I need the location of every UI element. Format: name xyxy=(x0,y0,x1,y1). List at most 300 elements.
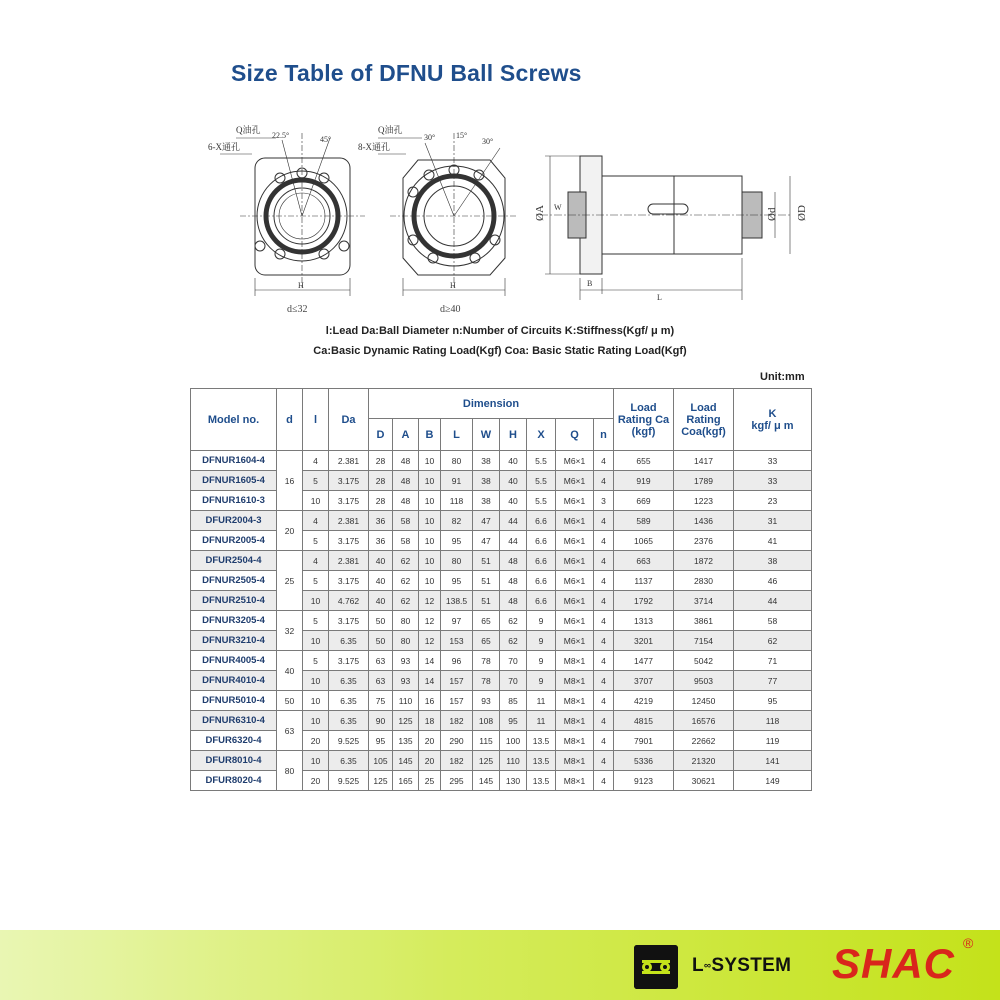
table-cell: 1417 xyxy=(674,451,734,471)
table-row xyxy=(191,451,812,471)
table-cell: 65 xyxy=(473,611,500,631)
model-cell: DFNUR1610-3 xyxy=(191,491,277,511)
table-cell: 10 xyxy=(303,491,329,511)
table-cell: 33 xyxy=(734,471,812,491)
table-cell: 5336 xyxy=(614,751,674,771)
table-cell: 3.175 xyxy=(329,611,369,631)
lsystem-rest: SYSTEM xyxy=(711,955,792,976)
table-cell: 4 xyxy=(303,551,329,571)
table-cell: 10 xyxy=(303,711,329,731)
page-title: Size Table of DFNU Ball Screws xyxy=(231,60,582,86)
table-cell: 18 xyxy=(419,711,441,731)
mid-oil-label: Q油孔 xyxy=(378,125,403,135)
table-cell: 10 xyxy=(303,591,329,611)
table-cell: 110 xyxy=(500,751,527,771)
table-cell: 50 xyxy=(369,611,393,631)
d-group-cell: 40 xyxy=(277,651,303,691)
model-cell: DFNUR2005-4 xyxy=(191,531,277,551)
table-cell: 77 xyxy=(734,671,812,691)
table-cell: 145 xyxy=(473,771,500,791)
left-holes-label: 6-X通孔 xyxy=(208,142,240,152)
table-cell: 108 xyxy=(473,711,500,731)
header-da: Da xyxy=(329,389,369,451)
table-cell: 80 xyxy=(441,551,473,571)
legend-line-2: Ca:Basic Dynamic Rating Load(Kgf) Coa: Basic Static Rating Load(Kgf) xyxy=(313,345,687,357)
table-cell: 115 xyxy=(473,731,500,751)
d-group-cell: 20 xyxy=(277,511,303,551)
table-cell: 40 xyxy=(369,571,393,591)
left-oil-label: Q油孔 xyxy=(236,125,261,135)
model-cell: DFUR2504-4 xyxy=(191,551,277,571)
table-cell: 130 xyxy=(500,771,527,791)
table-cell: M8×1 xyxy=(556,711,594,731)
table-cell: M8×1 xyxy=(556,651,594,671)
header-dim-col: n xyxy=(594,419,614,451)
header-dim-col: D xyxy=(369,419,393,451)
table-cell: 10 xyxy=(419,531,441,551)
table-cell: 6.35 xyxy=(329,751,369,771)
header-model: Model no. xyxy=(191,389,277,451)
table-cell: 6.35 xyxy=(329,671,369,691)
table-cell: 165 xyxy=(393,771,419,791)
table-cell: 3707 xyxy=(614,671,674,691)
table-cell: 3.175 xyxy=(329,471,369,491)
table-cell: 38 xyxy=(473,471,500,491)
table-cell: 5 xyxy=(303,571,329,591)
table-cell: 63 xyxy=(369,651,393,671)
table-cell: 95 xyxy=(441,531,473,551)
table-cell: M6×1 xyxy=(556,531,594,551)
table-cell: 182 xyxy=(441,711,473,731)
table-cell: 20 xyxy=(419,751,441,771)
table-cell: 51 xyxy=(473,591,500,611)
table-cell: 62 xyxy=(500,611,527,631)
table-cell: 95 xyxy=(441,571,473,591)
table-cell: 40 xyxy=(500,451,527,471)
table-cell: 5.5 xyxy=(527,451,556,471)
table-cell: M6×1 xyxy=(556,571,594,591)
model-cell: DFNUR4005-4 xyxy=(191,651,277,671)
table-cell: 38 xyxy=(473,451,500,471)
table-cell: 141 xyxy=(734,751,812,771)
table-cell: 28 xyxy=(369,451,393,471)
model-cell: DFNUR2510-4 xyxy=(191,591,277,611)
header-coa-line2: Rating xyxy=(686,413,721,426)
table-cell: 4 xyxy=(594,451,614,471)
table-cell: 4 xyxy=(594,651,614,671)
d-group-cell: 25 xyxy=(277,551,303,611)
legend-line-1: l:Lead Da:Ball Diameter n:Number of Circuits K:Stiffness(Kgf/ μ m) xyxy=(325,325,675,337)
lsystem-logo xyxy=(634,945,678,989)
table-cell: 16 xyxy=(419,691,441,711)
table-cell: 31 xyxy=(734,511,812,531)
table-cell: 50 xyxy=(369,631,393,651)
table-cell: 5.5 xyxy=(527,491,556,511)
table-cell: 5 xyxy=(303,531,329,551)
table-cell: 47 xyxy=(473,531,500,551)
table-cell: 4 xyxy=(303,451,329,471)
table-cell: 2830 xyxy=(674,571,734,591)
table-cell: 138.5 xyxy=(441,591,473,611)
d-group-cell: 32 xyxy=(277,611,303,651)
technical-drawings xyxy=(200,118,820,318)
side-big-d-label: ØD xyxy=(796,205,808,221)
header-dim-col: L xyxy=(441,419,473,451)
table-cell: 3 xyxy=(594,491,614,511)
table-cell: 125 xyxy=(473,751,500,771)
table-cell: 9.525 xyxy=(329,771,369,791)
table-cell: 4 xyxy=(594,751,614,771)
lsystem-l: L xyxy=(692,955,704,976)
header-coa-line1: Load xyxy=(690,401,717,414)
header-dim-col: Q xyxy=(556,419,594,451)
mid-holes-label: 8-X通孔 xyxy=(358,142,390,152)
table-cell: 4 xyxy=(594,531,614,551)
table-cell: 48 xyxy=(393,471,419,491)
table-cell: 36 xyxy=(369,531,393,551)
table-cell: 28 xyxy=(369,471,393,491)
table-cell: 1223 xyxy=(674,491,734,511)
table-cell: 6.6 xyxy=(527,551,556,571)
table-cell: 95 xyxy=(734,691,812,711)
table-cell: 80 xyxy=(393,611,419,631)
table-cell: 85 xyxy=(500,691,527,711)
table-row xyxy=(191,551,812,571)
table-cell: 28 xyxy=(369,491,393,511)
table-cell: 4 xyxy=(594,731,614,751)
model-cell: DFNUR1605-4 xyxy=(191,471,277,491)
table-cell: 36 xyxy=(369,511,393,531)
table-cell: 95 xyxy=(500,711,527,731)
table-cell: 5042 xyxy=(674,651,734,671)
header-coa-line3: Coa(kgf) xyxy=(681,425,726,438)
table-cell: 62 xyxy=(393,551,419,571)
table-cell: 48 xyxy=(393,491,419,511)
table-cell: 3.175 xyxy=(329,531,369,551)
model-cell: DFNUR2505-4 xyxy=(191,571,277,591)
table-cell: M6×1 xyxy=(556,471,594,491)
mid-angle-3-label: 30° xyxy=(482,137,494,146)
model-cell: DFNUR6310-4 xyxy=(191,711,277,731)
table-cell: 6.6 xyxy=(527,571,556,591)
table-cell: 80 xyxy=(441,451,473,471)
table-cell: 40 xyxy=(369,551,393,571)
table-cell: 4 xyxy=(594,471,614,491)
table-cell: 9 xyxy=(527,631,556,651)
table-cell: M8×1 xyxy=(556,771,594,791)
table-cell: 4815 xyxy=(614,711,674,731)
table-cell: 6.35 xyxy=(329,691,369,711)
table-cell: 4 xyxy=(303,511,329,531)
table-cell: M8×1 xyxy=(556,691,594,711)
header-d: d xyxy=(277,389,303,451)
header-ca-line3: (kgf) xyxy=(631,425,656,438)
table-cell: 21320 xyxy=(674,751,734,771)
table-cell: 78 xyxy=(473,651,500,671)
table-cell: 4 xyxy=(594,551,614,571)
table-cell: 6.6 xyxy=(527,511,556,531)
table-cell: 118 xyxy=(734,711,812,731)
model-cell: DFNUR3210-4 xyxy=(191,631,277,651)
table-row xyxy=(191,691,812,711)
table-cell: 655 xyxy=(614,451,674,471)
table-cell: 62 xyxy=(393,591,419,611)
table-cell: 153 xyxy=(441,631,473,651)
table-cell: 11 xyxy=(527,711,556,731)
table-cell: 10 xyxy=(419,511,441,531)
table-cell: 3.175 xyxy=(329,651,369,671)
table-cell: 2.381 xyxy=(329,511,369,531)
table-cell: 14 xyxy=(419,651,441,671)
table-cell: 46 xyxy=(734,571,812,591)
table-cell: 10 xyxy=(419,451,441,471)
table-cell: 290 xyxy=(441,731,473,751)
table-cell: 41 xyxy=(734,531,812,551)
table-cell: M8×1 xyxy=(556,731,594,751)
table-cell: 10 xyxy=(303,751,329,771)
table-cell: 40 xyxy=(500,471,527,491)
table-cell: 669 xyxy=(614,491,674,511)
table-row xyxy=(191,711,812,731)
table-cell: 63 xyxy=(369,671,393,691)
header-dim-col: W xyxy=(473,419,500,451)
table-cell: 9 xyxy=(527,651,556,671)
header-dim-col: X xyxy=(527,419,556,451)
table-cell: 7901 xyxy=(614,731,674,751)
table-cell: 40 xyxy=(369,591,393,611)
table-cell: 110 xyxy=(393,691,419,711)
table-cell: 95 xyxy=(369,731,393,751)
table-cell: 9503 xyxy=(674,671,734,691)
side-view-drawing xyxy=(540,156,790,300)
table-cell: 44 xyxy=(500,531,527,551)
table-cell: 4 xyxy=(594,671,614,691)
table-cell: 9 xyxy=(527,671,556,691)
header-dim-col: B xyxy=(419,419,441,451)
table-cell: 20 xyxy=(419,731,441,751)
table-cell: 4 xyxy=(594,591,614,611)
mid-angle-2-label: 15° xyxy=(456,131,468,140)
d-group-cell: 63 xyxy=(277,711,303,751)
table-cell: 4 xyxy=(594,511,614,531)
table-cell: 48 xyxy=(500,571,527,591)
left-caption: d≤32 xyxy=(287,304,308,315)
table-cell: 25 xyxy=(419,771,441,791)
table-cell: 125 xyxy=(369,771,393,791)
table-cell: 145 xyxy=(393,751,419,771)
table-cell: 40 xyxy=(500,491,527,511)
table-cell: 919 xyxy=(614,471,674,491)
table-cell: 12450 xyxy=(674,691,734,711)
model-cell: DFUR6320-4 xyxy=(191,731,277,751)
side-b-label: B xyxy=(587,279,593,288)
d-group-cell: 16 xyxy=(277,451,303,511)
table-cell: 10 xyxy=(303,671,329,691)
table-cell: 3.175 xyxy=(329,491,369,511)
table-cell: 157 xyxy=(441,671,473,691)
table-cell: 3861 xyxy=(674,611,734,631)
header-coa xyxy=(674,389,734,451)
table-cell: 6.6 xyxy=(527,591,556,611)
table-cell: 78 xyxy=(473,671,500,691)
table-cell: 20 xyxy=(303,731,329,751)
table-cell: 10 xyxy=(419,491,441,511)
table-cell: M6×1 xyxy=(556,611,594,631)
table-cell: 80 xyxy=(393,631,419,651)
header-l: l xyxy=(303,389,329,451)
table-cell: M6×1 xyxy=(556,491,594,511)
model-cell: DFNUR4010-4 xyxy=(191,671,277,691)
model-cell: DFNUR5010-4 xyxy=(191,691,277,711)
left-angle-2-label: 45° xyxy=(320,135,332,144)
model-cell: DFNUR1604-4 xyxy=(191,451,277,471)
table-cell: 48 xyxy=(500,591,527,611)
lsystem-separator-icon: ∞ xyxy=(703,960,712,972)
table-cell: 4 xyxy=(594,571,614,591)
table-cell: 11 xyxy=(527,691,556,711)
table-cell: 91 xyxy=(441,471,473,491)
header-k xyxy=(734,389,812,451)
table-cell: 5.5 xyxy=(527,471,556,491)
size-table xyxy=(190,388,812,791)
table-cell: 16576 xyxy=(674,711,734,731)
table-cell: 23 xyxy=(734,491,812,511)
table-cell: 10 xyxy=(419,551,441,571)
table-cell: 1872 xyxy=(674,551,734,571)
table-cell: 2.381 xyxy=(329,551,369,571)
table-cell: 13.5 xyxy=(527,751,556,771)
table-cell: 589 xyxy=(614,511,674,531)
table-cell: 70 xyxy=(500,671,527,691)
mid-angle-1-label: 30° xyxy=(424,133,436,142)
table-cell: M6×1 xyxy=(556,631,594,651)
side-l-label: L xyxy=(657,293,662,302)
table-cell: 4 xyxy=(594,631,614,651)
table-cell: 93 xyxy=(393,651,419,671)
header-ca xyxy=(614,389,674,451)
table-cell: 82 xyxy=(441,511,473,531)
lsystem-text xyxy=(692,955,791,977)
table-cell: 118 xyxy=(441,491,473,511)
mid-h-label: H xyxy=(450,281,456,290)
table-cell: 13.5 xyxy=(527,771,556,791)
table-cell: 663 xyxy=(614,551,674,571)
left-h-label: H xyxy=(298,281,304,290)
table-cell: 1436 xyxy=(674,511,734,531)
header-k-line1: K xyxy=(768,407,777,420)
table-cell: 10 xyxy=(419,471,441,491)
table-cell: 22662 xyxy=(674,731,734,751)
table-cell: 1789 xyxy=(674,471,734,491)
table-cell: 3201 xyxy=(614,631,674,651)
d-group-cell: 80 xyxy=(277,751,303,791)
table-cell: 12 xyxy=(419,611,441,631)
table-cell: 33 xyxy=(734,451,812,471)
table-cell: 3.175 xyxy=(329,571,369,591)
table-cell: 75 xyxy=(369,691,393,711)
table-cell: 51 xyxy=(473,551,500,571)
table-cell: 9 xyxy=(527,611,556,631)
table-cell: 1313 xyxy=(614,611,674,631)
side-a-label: ØA xyxy=(534,205,546,221)
table-cell: 4.762 xyxy=(329,591,369,611)
table-cell: 157 xyxy=(441,691,473,711)
side-w-label: W xyxy=(554,203,562,212)
table-cell: 30621 xyxy=(674,771,734,791)
table-cell: 65 xyxy=(473,631,500,651)
model-cell: DFUR8010-4 xyxy=(191,751,277,771)
table-cell: 6.6 xyxy=(527,531,556,551)
table-cell: 58 xyxy=(393,531,419,551)
table-cell: 4 xyxy=(594,611,614,631)
flange-drawing-small xyxy=(220,133,365,296)
table-cell: 38 xyxy=(473,491,500,511)
left-angle-1-label: 22.5° xyxy=(272,131,290,140)
table-cell: 58 xyxy=(393,511,419,531)
table-cell: 1065 xyxy=(614,531,674,551)
table-cell: 12 xyxy=(419,591,441,611)
table-cell: 182 xyxy=(441,751,473,771)
flange-drawing-large xyxy=(378,133,518,296)
header-k-line2: kgf/ μ m xyxy=(751,419,794,432)
table-row xyxy=(191,611,812,631)
table-cell: 125 xyxy=(393,711,419,731)
table-cell: 2376 xyxy=(674,531,734,551)
table-cell: 135 xyxy=(393,731,419,751)
table-cell: 5 xyxy=(303,471,329,491)
header-dimension: Dimension xyxy=(369,389,614,419)
mid-caption: d≥40 xyxy=(440,304,461,315)
table-cell: 9.525 xyxy=(329,731,369,751)
table-cell: 9123 xyxy=(614,771,674,791)
header-dim-col: A xyxy=(393,419,419,451)
header-ca-line2: Rating Ca xyxy=(617,413,670,426)
table-cell: 4219 xyxy=(614,691,674,711)
table-cell: M6×1 xyxy=(556,451,594,471)
table-cell: 119 xyxy=(734,731,812,751)
table-cell: 51 xyxy=(473,571,500,591)
shac-logo: SHAC xyxy=(832,940,956,987)
table-cell: M6×1 xyxy=(556,511,594,531)
table-cell: 4 xyxy=(594,711,614,731)
model-cell: DFUR8020-4 xyxy=(191,771,277,791)
registered-mark: ® xyxy=(963,935,974,951)
table-cell: 96 xyxy=(441,651,473,671)
table-row xyxy=(191,751,812,771)
table-cell: 70 xyxy=(500,651,527,671)
table-cell: 93 xyxy=(473,691,500,711)
table-cell: 10 xyxy=(303,631,329,651)
table-cell: 4 xyxy=(594,771,614,791)
table-cell: 90 xyxy=(369,711,393,731)
table-cell: 62 xyxy=(500,631,527,651)
table-cell: 13.5 xyxy=(527,731,556,751)
table-cell: 97 xyxy=(441,611,473,631)
table-cell: 62 xyxy=(734,631,812,651)
table-cell: 62 xyxy=(393,571,419,591)
table-cell: 58 xyxy=(734,611,812,631)
table-cell: 6.35 xyxy=(329,631,369,651)
table-cell: 1477 xyxy=(614,651,674,671)
table-cell: 1792 xyxy=(614,591,674,611)
side-small-d-label: Ød xyxy=(766,207,778,221)
table-cell: 105 xyxy=(369,751,393,771)
table-cell: 93 xyxy=(393,671,419,691)
table-cell: 10 xyxy=(419,571,441,591)
table-cell: 71 xyxy=(734,651,812,671)
d-group-cell: 50 xyxy=(277,691,303,711)
table-cell: 2.381 xyxy=(329,451,369,471)
